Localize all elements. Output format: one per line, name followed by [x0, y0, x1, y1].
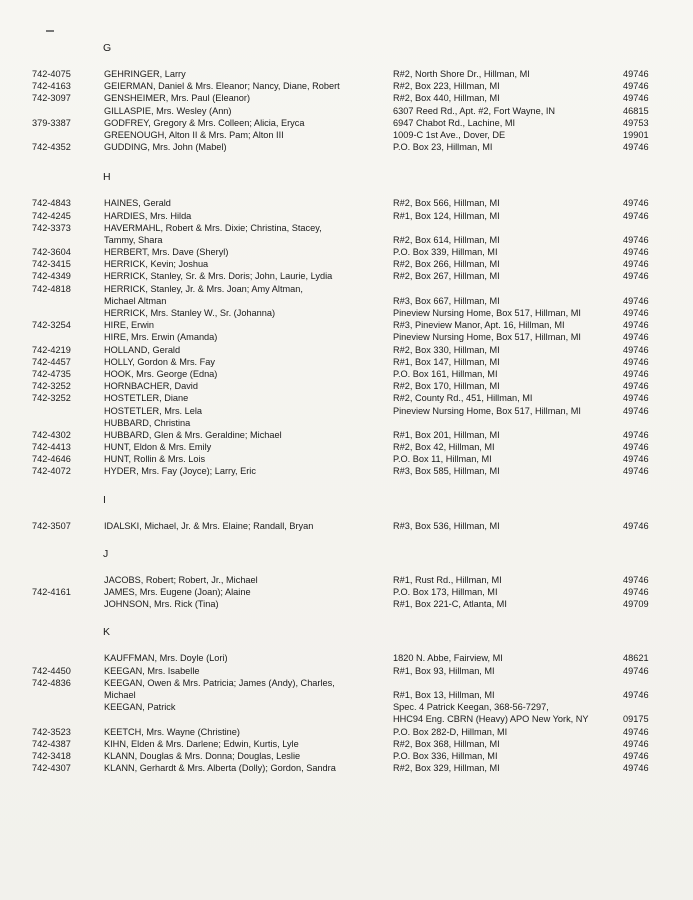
entry-name: KAUFFMAN, Mrs. Doyle (Lori) [104, 653, 228, 664]
entry-zip: 49746 [623, 247, 649, 258]
entry-zip: 49746 [623, 271, 649, 282]
directory-entry [0, 677, 693, 701]
entry-zip: 49746 [623, 81, 649, 92]
entry-phone: 742-4302 [32, 429, 71, 440]
entry-zip: 49746 [623, 689, 649, 700]
entry-phone: 742-4161 [32, 587, 71, 598]
entry-phone: 742-4352 [32, 142, 71, 153]
directory-entry [0, 283, 693, 307]
entry-name: HUNT, Eldon & Mrs. Emily [104, 442, 212, 453]
entry-phone: 742-4163 [32, 81, 71, 92]
entry-name: GREENOUGH, Alton II & Mrs. Pam; Alton III [104, 129, 284, 140]
entry-address: R#1, Box 221-C, Atlanta, MI [393, 599, 507, 610]
directory-entry [0, 141, 693, 153]
entry-zip: 49746 [623, 574, 649, 585]
entry-name: HERBERT, Mrs. Dave (Sheryl) [104, 247, 229, 258]
entry-zip: 49746 [623, 320, 649, 331]
entry-name: HOSTETLER, Diane [104, 393, 189, 404]
entry-address: R#3, Box 585, Hillman, MI [393, 466, 500, 477]
section-letter: G [103, 42, 112, 54]
entry-name: HIRE, Erwin [104, 320, 155, 331]
entry-address: P.O. Box 336, Hillman, MI [393, 750, 498, 761]
entry-name: HAVERMAHL, Robert & Mrs. Dixie; Christina, Stacey, [104, 222, 322, 233]
entry-address: R#2, Box 330, Hillman, MI [393, 344, 500, 355]
entry-phone: 742-4075 [32, 69, 71, 79]
entry-zip: 49746 [623, 344, 649, 355]
entry-name: GEHRINGER, Larry [104, 69, 186, 79]
entry-zip: 49746 [623, 520, 649, 531]
directory-entry [0, 380, 693, 392]
directory-entry [0, 105, 693, 117]
entry-zip: 49709 [623, 599, 649, 610]
entry-phone: 742-4307 [32, 763, 71, 774]
entry-zip: 49746 [623, 738, 649, 749]
directory-entry [0, 750, 693, 762]
entry-address: Spec. 4 Patrick Keegan, 368-56-7297, [393, 702, 549, 713]
entry-name: HERRICK, Kevin; Joshua [104, 259, 209, 270]
entry-zip: 49746 [623, 665, 649, 676]
margin-mark [46, 30, 54, 32]
entry-phone: 742-4245 [32, 210, 71, 221]
directory-entry [0, 665, 693, 677]
entry-phone: 742-3252 [32, 393, 71, 404]
entry-address: R#2, Box 368, Hillman, MI [393, 738, 500, 749]
directory-entry [0, 117, 693, 129]
entry-zip: 46815 [623, 105, 649, 116]
entry-phone: 742-3418 [32, 750, 71, 761]
section-letter: H [103, 171, 112, 184]
entry-phone: 742-4843 [32, 198, 71, 209]
entry-address: Pineview Nursing Home, Box 517, Hillman, MI [393, 332, 581, 343]
entry-zip: 49746 [623, 210, 649, 221]
entry-phone: 742-4349 [32, 271, 71, 282]
entry-address: 6307 Reed Rd., Apt. #2, Fort Wayne, IN [393, 105, 556, 116]
entry-name: GODFREY, Gregory & Mrs. Colleen; Alicia, Eryca [104, 117, 305, 128]
directory-entry [0, 344, 693, 356]
directory-entry [0, 356, 693, 368]
entry-name: KEETCH, Mrs. Wayne (Christine) [104, 726, 240, 737]
entry-name: HUBBARD, Christina [104, 417, 191, 428]
directory-entry [0, 258, 693, 270]
section-gap [0, 532, 693, 544]
directory-entry [0, 197, 693, 209]
directory-entry [0, 392, 693, 404]
entry-name: KIHN, Elden & Mrs. Darlene; Edwin, Kurtis, Lyle [104, 738, 299, 749]
entry-address: R#2, County Rd., 451, Hillman, MI [393, 393, 533, 404]
directory-entry [0, 738, 693, 750]
entry-name: IDALSKI, Michael, Jr. & Mrs. Elaine; Randall, Bryan [104, 520, 314, 531]
entry-address: P.O. Box 173, Hillman, MI [393, 587, 498, 598]
entry-name: JACOBS, Robert; Robert, Jr., Michael [104, 574, 258, 585]
directory-entry [0, 701, 693, 725]
entry-address: R#1, Box 201, Hillman, MI [393, 429, 500, 440]
section-letter: J [103, 547, 109, 560]
directory-entry [0, 210, 693, 222]
entry-address: R#1, Box 93, Hillman, MI [393, 665, 495, 676]
directory-entry [0, 319, 693, 331]
directory-entry [0, 652, 693, 664]
entry-address: R#3, Box 536, Hillman, MI [393, 520, 500, 531]
directory-entry [0, 129, 693, 141]
entry-address: R#2, Box 614, Hillman, MI [393, 234, 500, 245]
entry-zip: 49746 [623, 332, 649, 343]
entry-phone: 742-4387 [32, 738, 71, 749]
entry-name: JAMES, Mrs. Eugene (Joan); Alaine [104, 587, 251, 598]
entry-zip: 49746 [623, 466, 649, 477]
entry-address: P.O. Box 11, Hillman, MI [393, 454, 492, 465]
entry-zip: 49746 [623, 198, 649, 209]
entry-zip: 49746 [623, 442, 649, 453]
entry-name: HOSTETLER, Mrs. Lela [104, 405, 203, 416]
entry-zip: 49746 [623, 726, 649, 737]
entry-name: HERRICK, Mrs. Stanley W., Sr. (Johanna) [104, 308, 276, 319]
entry-name: HOLLAND, Gerald [104, 344, 181, 355]
entry-name: HUBBARD, Glen & Mrs. Geraldine; Michael [104, 429, 282, 440]
entry-name: GILLASPIE, Mrs. Wesley (Ann) [104, 105, 232, 116]
directory-entry [0, 453, 693, 465]
directory-entry [0, 520, 693, 532]
entry-address: Pineview Nursing Home, Box 517, Hillman, MI [393, 308, 581, 319]
directory-entry [0, 762, 693, 774]
entry-zip: 49746 [623, 308, 649, 319]
directory-entry [0, 368, 693, 380]
entry-zip: 49746 [623, 142, 649, 153]
directory-entry [0, 574, 693, 586]
directory-entry [0, 92, 693, 104]
entry-phone: 742-4735 [32, 368, 71, 379]
entry-address: 1009-C 1st Ave., Dover, DE [393, 129, 506, 140]
entry-zip: 49746 [623, 356, 649, 367]
directory-entry [0, 465, 693, 477]
entry-address: R#2, Box 42, Hillman, MI [393, 442, 495, 453]
entry-phone: 742-4413 [32, 442, 71, 453]
entry-address: Pineview Nursing Home, Box 517, Hillman, MI [393, 405, 581, 416]
entry-address: R#2, North Shore Dr., Hillman, MI [393, 69, 530, 79]
directory-entry [0, 80, 693, 92]
entry-zip: 49746 [623, 750, 649, 761]
entry-address: R#2, Box 266, Hillman, MI [393, 259, 500, 270]
entry-phone: 742-4072 [32, 466, 71, 477]
entry-zip: 49753 [623, 117, 649, 128]
entry-name: GUDDING, Mrs. John (Mabel) [104, 142, 227, 153]
section-gap [0, 610, 693, 622]
directory-listing [0, 38, 693, 786]
section-letter: K [103, 626, 111, 639]
entry-address: R#1, Rust Rd., Hillman, MI [393, 574, 502, 585]
entry-zip: 48621 [623, 653, 649, 664]
entry-address: P.O. Box 339, Hillman, MI [393, 247, 498, 258]
directory-entry [0, 222, 693, 246]
section-gap [0, 153, 693, 167]
entry-zip: 19901 [623, 129, 649, 140]
entry-phone: 742-3523 [32, 726, 71, 737]
directory-entry [0, 307, 693, 319]
entry-phone: 742-4219 [32, 344, 71, 355]
entry-name: KEEGAN, Mrs. Isabelle [104, 665, 200, 676]
entry-name: KLANN, Gerhardt & Mrs. Alberta (Dolly); Gordon, Sandra [104, 763, 336, 774]
entry-address: R#2, Box 329, Hillman, MI [393, 763, 500, 774]
entry-phone: 742-3254 [32, 320, 71, 331]
entry-name: KEEGAN, Patrick [104, 702, 176, 713]
entry-address: R#3, Pineview Manor, Apt. 16, Hillman, MI [393, 320, 565, 331]
entry-phone: 742-4818 [32, 283, 71, 294]
entry-address: R#2, Box 566, Hillman, MI [393, 198, 500, 209]
directory-entry [0, 429, 693, 441]
entry-address: R#2, Box 170, Hillman, MI [393, 381, 500, 392]
entry-address: 6947 Chabot Rd., Lachine, MI [393, 117, 516, 128]
entry-name: KLANN, Douglas & Mrs. Donna; Douglas, Leslie [104, 750, 301, 761]
entry-address: R#1, Box 13, Hillman, MI [393, 689, 495, 700]
entry-zip: 49746 [623, 587, 649, 598]
section-gap [0, 774, 693, 786]
entry-phone: 742-3097 [32, 93, 71, 104]
entry-address: P.O. Box 161, Hillman, MI [393, 368, 498, 379]
entry-address: P.O. Box 282-D, Hillman, MI [393, 726, 508, 737]
entry-name-continued: Tammy, Shara [104, 234, 163, 245]
entry-name: HOOK, Mrs. George (Edna) [104, 368, 218, 379]
entry-phone: 742-3415 [32, 259, 71, 270]
directory-entry [0, 68, 693, 80]
directory-entry [0, 246, 693, 258]
entry-zip: 49746 [623, 381, 649, 392]
entry-name: HAINES, Gerald [104, 198, 171, 209]
entry-name: HYDER, Mrs. Fay (Joyce); Larry, Eric [104, 466, 256, 477]
entry-zip: 49746 [623, 405, 649, 416]
entry-address-continued: HHC94 Eng. CBRN (Heavy) APO New York, NY [393, 714, 589, 725]
entry-name: GENSHEIMER, Mrs. Paul (Eleanor) [104, 93, 251, 104]
entry-name: HARDIES, Mrs. Hilda [104, 210, 192, 221]
entry-name-continued: Michael [104, 689, 136, 700]
entry-phone: 742-4457 [32, 356, 71, 367]
entry-name: HORNBACHER, David [104, 381, 198, 392]
entry-phone: 379-3387 [32, 117, 71, 128]
section-gap [0, 478, 693, 490]
entry-phone: 742-4836 [32, 677, 71, 688]
entry-zip: 49746 [623, 454, 649, 465]
entry-address: R#2, Box 223, Hillman, MI [393, 81, 500, 92]
entry-zip: 49746 [623, 234, 649, 245]
entry-name: HOLLY, Gordon & Mrs. Fay [104, 356, 215, 367]
entry-zip: 49746 [623, 763, 649, 774]
entry-zip: 49746 [623, 69, 649, 79]
entry-address: P.O. Box 23, Hillman, MI [393, 142, 493, 153]
entry-phone: 742-3604 [32, 247, 71, 258]
entry-name: HERRICK, Stanley, Jr. & Mrs. Joan; Amy Altman, [104, 283, 303, 294]
entry-address: R#1, Box 124, Hillman, MI [393, 210, 500, 221]
entry-name: JOHNSON, Mrs. Rick (Tina) [104, 599, 219, 610]
directory-entry [0, 331, 693, 343]
entry-zip: 49746 [623, 93, 649, 104]
directory-entry [0, 441, 693, 453]
entry-address: 1820 N. Abbe, Fairview, MI [393, 653, 503, 664]
entry-address: R#3, Box 667, Hillman, MI [393, 295, 500, 306]
entry-phone: 742-4450 [32, 665, 71, 676]
directory-entry [0, 586, 693, 598]
entry-address: R#1, Box 147, Hillman, MI [393, 356, 500, 367]
directory-entry [0, 726, 693, 738]
entry-phone: 742-4646 [32, 454, 71, 465]
entry-address: R#2, Box 440, Hillman, MI [393, 93, 500, 104]
entry-zip: 49746 [623, 393, 649, 404]
entry-zip: 49746 [623, 295, 649, 306]
entry-name: HUNT, Rollin & Mrs. Lois [104, 454, 206, 465]
entry-phone: 742-3373 [32, 222, 71, 233]
directory-entry [0, 598, 693, 610]
entry-name: KEEGAN, Owen & Mrs. Patricia; James (Andy), Charles, [104, 677, 335, 688]
entry-name: GEIERMAN, Daniel & Mrs. Eleanor; Nancy, Diane, Robert [104, 81, 340, 92]
directory-entry [0, 417, 693, 429]
entry-name: HIRE, Mrs. Erwin (Amanda) [104, 332, 218, 343]
section-letter: I [103, 493, 107, 506]
entry-zip: 49746 [623, 259, 649, 270]
entry-name-continued: Michael Altman [104, 295, 167, 306]
entry-zip: 49746 [623, 368, 649, 379]
entry-name: HERRICK, Stanley, Sr. & Mrs. Doris; John, Laurie, Lydia [104, 271, 333, 282]
entry-zip: 09175 [623, 714, 649, 725]
directory-entry [0, 405, 693, 417]
directory-entry [0, 270, 693, 282]
entry-address: R#2, Box 267, Hillman, MI [393, 271, 500, 282]
entry-phone: 742-3507 [32, 520, 71, 531]
entry-phone: 742-3252 [32, 381, 71, 392]
entry-zip: 49746 [623, 429, 649, 440]
